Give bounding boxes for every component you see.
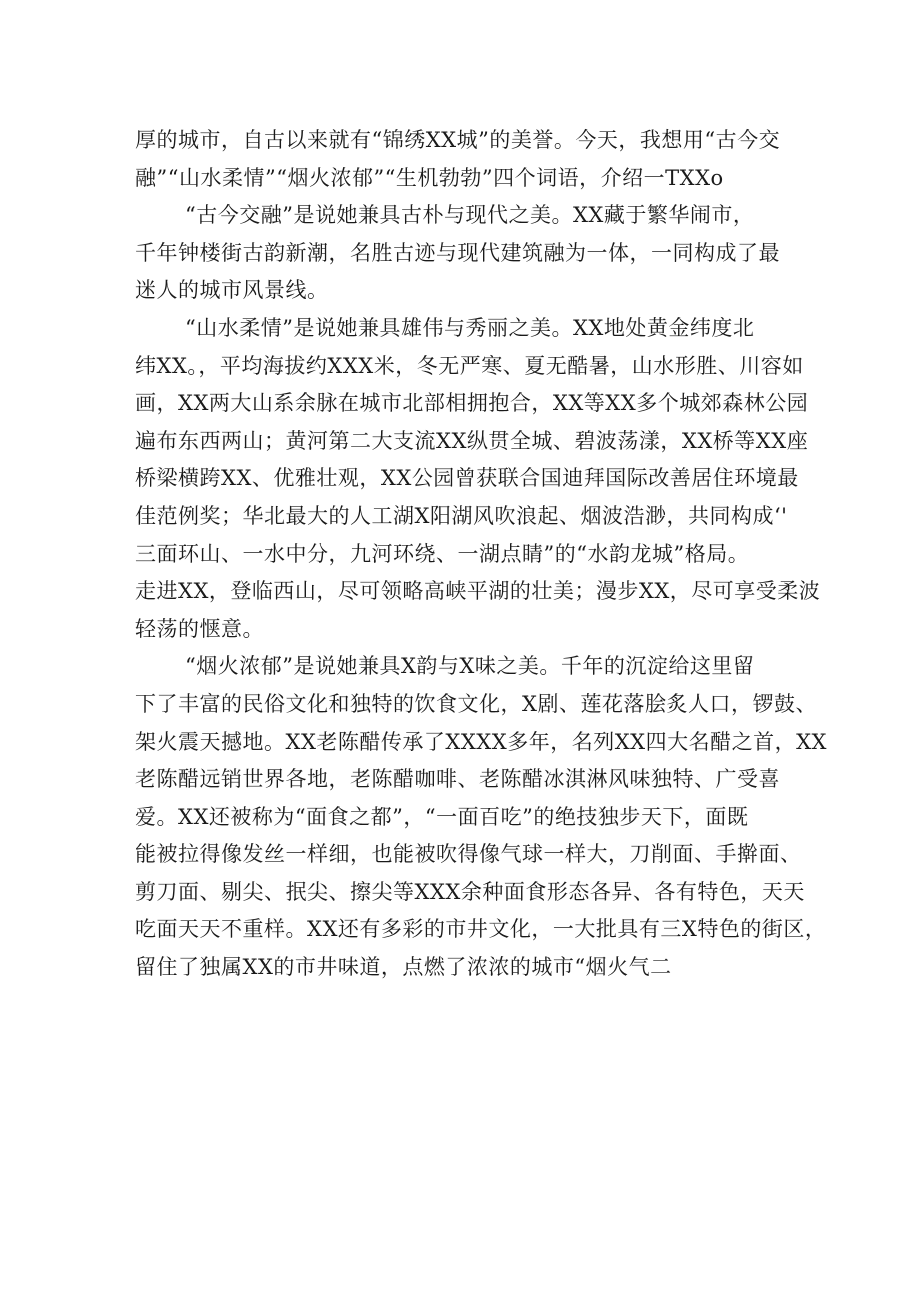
text-line: 轻荡的惬意。 bbox=[135, 616, 264, 641]
text-line: 迷人的城市风景线。 bbox=[135, 278, 329, 303]
text-line: 老陈醋远销世界各地，老陈醋咖啡、老陈醋冰淇淋风味独特、广受喜 bbox=[135, 767, 780, 792]
text-line: 纬XX。，平均海拔约XXX米，冬无严寒、夏无酷暑，山水形胜、川容如 bbox=[135, 353, 804, 378]
text-line: 留住了独属XX的市井味道，点燃了浓浓的城市“烟火气二 bbox=[135, 955, 672, 980]
text-line: 剪刀面、剔尖、抿尖、擦尖等XXX余种面食形态各异、各有特色，天天 bbox=[135, 879, 805, 904]
text-line: 画，XX两大山系余脉在城市北部相拥抱合，XX等XX多个城郊森林公园 bbox=[135, 391, 809, 416]
text-line: 佳范例奖；华北最大的人工湖X阳湖风吹浪起、烟波浩渺，共同构成‘' bbox=[135, 503, 788, 528]
text-line: 能被拉得像发丝一样细，也能被吹得像气球一样大，刀削面、手擀面、 bbox=[135, 842, 802, 867]
paragraph-ancient-modern bbox=[135, 197, 795, 310]
text-line: 三面环山、一水中分，九河环绕、一湖点睛”的“水韵龙城”格局。 bbox=[135, 541, 750, 566]
text-line: 爱。XX还被称为“面食之都”，“一面百吃”的绝技独步天下，面既 bbox=[135, 804, 749, 829]
text-line: 遍布东西两山；黄河第二大支流XX纵贯全城、碧波荡漾，XX桥等XX座 bbox=[135, 428, 809, 453]
text-line: 厚的城市，自古以来就有“锦绣XX城”的美誉。今天，我想用“古今交 bbox=[135, 128, 781, 152]
text-line: “山水柔情”是说她兼具雄伟与秀丽之美。XX地处黄金纬度北 bbox=[185, 315, 755, 340]
text-line: 架火震天撼地。XX老陈醋传承了XXXX多年，名列XX四大名醋之首，XX bbox=[135, 729, 827, 754]
document-body bbox=[135, 122, 827, 987]
text-line: 下了丰富的民俗文化和独特的饮食文化，X剧、莲花落脍炙人口，锣鼓、 bbox=[135, 691, 817, 716]
text-line: 融”“山水柔情”“烟火浓郁”“生机勃勃”四个词语，介绍一TXXo bbox=[135, 165, 724, 190]
text-line: “古今交融”是说她兼具古朴与现代之美。XX藏于繁华闹市， bbox=[185, 203, 755, 228]
paragraph-landscape bbox=[135, 310, 821, 648]
paragraph-folk-culture bbox=[135, 648, 827, 986]
text-line: 吃面天天不重样。XX还有多彩的市井文化，一大批具有三X特色的街区， bbox=[135, 917, 827, 942]
text-line: 千年钟楼街古韵新潮，名胜古迹与现代建筑融为一体，一同构成了最 bbox=[135, 240, 780, 265]
paragraph-intro-continued bbox=[135, 122, 795, 197]
text-line: 走进XX，登临西山，尽可领略高峡平湖的壮美；漫步XX，尽可享受柔波 bbox=[135, 579, 821, 604]
text-line: 桥梁横跨XX、优雅壮观，XX公园曾获联合国迪拜国际改善居住环境最 bbox=[135, 466, 799, 491]
text-line: “烟火浓郁”是说她兼具X韵与X味之美。千年的沉淀给这里留 bbox=[185, 654, 755, 679]
